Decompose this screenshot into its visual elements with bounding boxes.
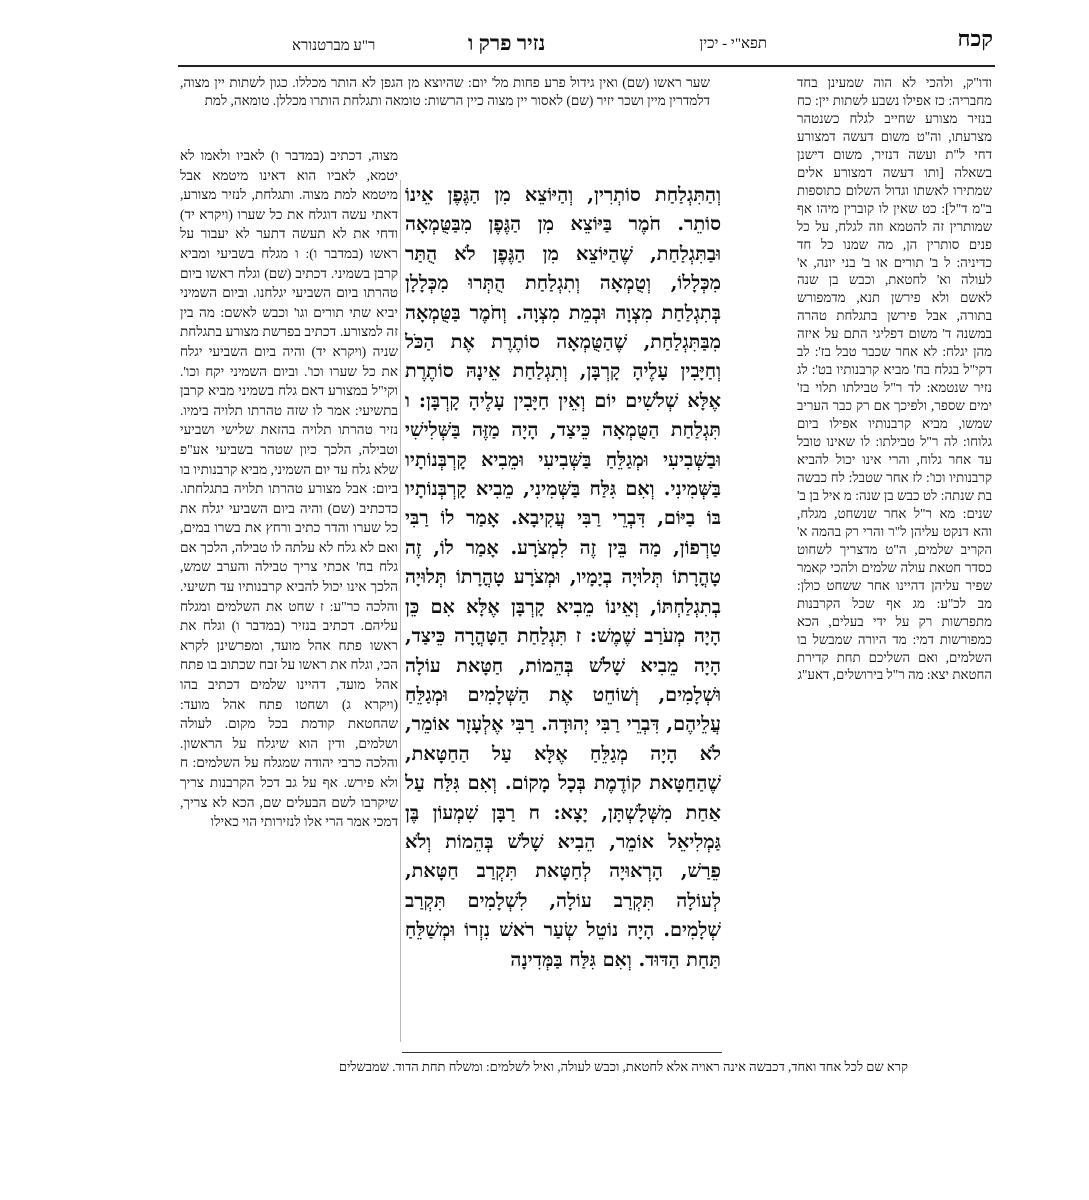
running-header-center: נזיר פרק ו bbox=[468, 31, 546, 55]
page-number: קכח bbox=[957, 26, 993, 51]
header-rule bbox=[178, 65, 995, 67]
commentary-block-top-left: שער ראשו (שם) ואין גידול פרע פחות מל' יום: שהיוצא מן הגפן לא הותר מכללו. כגון לשתות יין מצוה, דלמדרין מיין ושכר יזיר (שם) לאסור יין מצוה כיין הרשות: טומאה ותגלחת הותרו מכללן. טומאה, למת bbox=[180, 75, 710, 108]
mishnah-text-column: וְהַתִּגְלַחַת סוֹתְרִין, וְהַיּוֹצֵא מִן הַגֶּפֶן אֵינוֹ סוֹתֵר. חֹמֶר בַּיּוֹצֵא מִן הַגֶּפֶן מִבַּטֻּמְאָה וּבַתִּגְלַחַת, שֶׁהַיּוֹצֵא מִן הַגֶּפֶן לֹא הֻתַּר מִכְּלָלוֹ, וְטֻמְאָה וְתִגְלַחַת הֻתְּרוּ מִכְּלָלָן בְּתִגְלַחַת מִצְוָה וּבְמֵת מִצְוָה. וְחֹמֶר בַּטֻּמְאָה מִבַּתִּגְלַחַת, שֶׁהַטֻּמְאָה סוֹתֶרֶת אֶת הַכֹּל וְחַיָּבִין עָלֶיהָ קָרְבָּן, וְתִגְלַחַת אֵינָהּ סוֹתֶרֶת אֶלָּא שְׁלֹשִׁים יוֹם וְאֵין חַיָּבִין עָלֶיהָ קָרְבָּן: ו תִּגְלַחַת הַטֻּמְאָה כֵּיצַד, הָיָה מַזֶּה בַּשְּׁלִישִׁי וּבַשְּׁבִיעִי וּמְגַלֵּחַ בַּשְּׁבִיעִי וּמֵבִיא קָרְבְּנוֹתָיו בַּשְּׁמִינִי. וְאִם גִּלַּח בַּשְּׁמִינִי, מֵבִיא קָרְבְּנוֹתָיו בּוֹ בַיּוֹם, דִּבְרֵי רַבִּי עֲקִיבָא. אָמַר לוֹ רַבִּי טַרְפוֹן, מַה בֵּין זֶה לִמְצֹרָע. אָמַר לוֹ, זֶה טָהֳרָתוֹ תְּלוּיָה בְיָמָיו, וּמְצֹרָע טָהֳרָתוֹ תְּלוּיָה בְתִגְלַחְתּוֹ, וְאֵינוֹ מֵבִיא קָרְבָּן אֶלָּא אִם כֵּן הָיָה מְעֹרַב שֶׁמֶשׁ: ז תִּגְלַחַת הַטָּהֳרָה כֵּיצַד, הָיָה מֵבִיא שָׁלֹשׁ בְּהֵמוֹת, חַטָּאת עוֹלָה וּשְׁלָמִים, וְשׁוֹחֵט אֶת הַשְּׁלָמִים וּמְגַלֵּחַ עֲלֵיהֶם, דִּבְרֵי רַבִּי יְהוּדָה. רַבִּי אֶלְעָזָר אוֹמֵר, לֹא הָיָה מְגַלֵּחַ אֶלָּא עַל הַחַטָּאת, שֶׁהַחַטָּאת קוֹדֶמֶת בְּכָל מָקוֹם. וְאִם גִּלַּח עַל אַחַת מִשְּׁלָשְׁתָּן, יָצָא: ח רַבָּן שִׁמְעוֹן בֶּן גַּמְלִיאֵל אוֹמֵר, הֵבִיא שָׁלֹשׁ בְּהֵמוֹת וְלֹא פֵרַשׁ, הָרְאוּיָה לְחַטָּאת תִּקְרַב חַטָּאת, לְעוֹלָה תִּקְרַב עוֹלָה, לִשְׁלָמִים תִּקְרַב שְׁלָמִים. הָיָה נוֹטֵל שְׂעַר רֹאשׁ נִזְרוֹ וּמְשַׁלֵּחַ תַּחַת הַדּוּד. וְאִם גִּלַּח בַּמְּדִינָה bbox=[405, 183, 721, 971]
running-header-right: תפא"י - יכין bbox=[699, 36, 767, 52]
running-header-left: ר"ע מברטנורא bbox=[292, 38, 376, 54]
commentary-column-right: ודו"ק, ולהכי לא הוה שמעינן בחד מחבריה: כז אפילו נשבע לשתות יין: כח בנזיר מצורע שחייב לגלח כשנטהר מצרעתו, וה"ט משום דעשה דמצורע דחי ל"ת ועשה דנזיר, משום דישנן בשאלה [ותו דעשה דמצורע אלים שמתירו לאשתו וגדול השלום כתוספות ב"מ ד"ל]: כט שאין לו קוברין מיהו אף שמותרין זה להטמא וזה לגלח, על כל פנים סותרין הן, מה שמנו כל חד כדיניה: ל ב' תורים או ב' בני יונה, א' לעולה וא' לחטאת, וכבש בן שנה לאשם ולא פירשן תנא, מדמפורש בתורה, אבל פירשן בתגלחת טהרה במשנה ד' משום דפליגי התם על איזה מהן יגלח: לא אחר שכבר טבל בז': לב דקי"ל בגלח בח' מביא קרבנותיו בט': לג נזיר שנטמא: לד ר"ל טבילתו תלוי בז' ימים שספר, ולפיכך אם רק כבר העריב שמשו, מביא קרבנותיו אפילו ביום גלוחו: לה ר"ל טבילתו: לו שאינו טובל עד אחר גלוח, והרי אינו יכול להביא קרבנותיו וכו': לז אחר שטבל: לח כבשה בת שנתה: לט כבש בן שנה: מ איל בן ב' שנים: מא ר"ל אחר שנשחט, מגלח, והא דנקט עליהן ל"ר והרי רק בהמה א' הקריב שלמים, ה"ט מדצריך לשחוט כסדר חטאת עולה שלמים ולהכי קאמר שפיר עליהן דהיינו אחר ששחט כולן: מב לכ"ע: מג אף שכל הקרבנות מתפרשות רק על ידי בעלים, הכא כמפורשות דמי: מד היורה שמבשל בו השלמים, ואם השליכם תחת קדירת החטאת יצא: מה ר"ל בירושלים, דאע"ג bbox=[797, 75, 992, 683]
column-divider bbox=[400, 180, 401, 1042]
footer-rule bbox=[402, 1052, 722, 1053]
commentary-column-left: מצוה, דכתיב (במדבר ו) לאביו ולאמו לא יטמא, לאביו הוא דאינו מיטמא אבל מיטמא למת מצוה. ותגלחת, לנזיר מצורע, דאתי עשה דוגלח את כל שערו (ויקרא יד) ודחי את לא תעשה דתער לא יעבור על ראשו (במדבר ו): ו מגלח בשביעי ומביא קרבן בשמיני. דכתיב (שם) וגלח ראשו ביום טהרתו ביום השביעי יגלחנו. וביום השמיני יביא שתי תורים וגו' וכבש לאשם: מה בין זה למצורע. דכתיב בפרשת מצורע בתגלחת שניה (ויקרא יד) והיה ביום השביעי יגלח את כל שערו וכו'. וביום השמיני יקח וכו'. וקי"ל במצורע דאם גלח בשמיני מביא קרבן בתשיעי: אמר לו שזה טהרתו תלויה בימיו. נזיר טהרתו תלויה בהזאת שלישי ושביעי וטבילה, הלכך כיון שטהר בשביעי אע"פ שלא גלח עד יום השמיני, מביא קרבנותיו בו ביום: אבל מצורע טהרתו תלויה בתגלחתו. כדכתיב (שם) והיה ביום השביעי יגלח את כל שערו והדר כתיב ורחץ את בשרו במים, ואם לא גלח לא עלתה לו טבילה, הלכך אם גלח בח' אכתי צריך טבילה והערב שמש, הלכך אינו יכול להביא קרבנותיו עד תשיעי. והלכה כר"ע: ז שחט את השלמים ומגלח עליהם. דכתיב בנזיר (במדבר ו) וגלח את ראשו פתח אהל מועד, ומפרשינן לקרא הכי, וגלח את ראשו על זבח שכתוב בו פתח אהל מועד, דהיינו שלמים דכתיב בהו (ויקרא ג) ושחטו פתח אהל מועד: שהחטאת קודמת בכל מקום. לעולה ושלמים, ודין הוא שיגלח על הראשון. והלכה כרבי יהודה שמגלח על השלמים: ח ולא פירש. אף על גב דכל הקרבנות צריך שיקרבו לשם הבעלים שם, הכא לא צריך, דמכי אמר הרי אלו לנזירותי הוי כאילו bbox=[180, 148, 398, 830]
footer-commentary-line: קרא שם לכל אחד ואחד, דכבשה אינה ראויה אלא לחטאת, וכבש לעולה, ואיל לשלמים: ומשלח תחת הדוד. שמבשלים bbox=[338, 1059, 908, 1074]
